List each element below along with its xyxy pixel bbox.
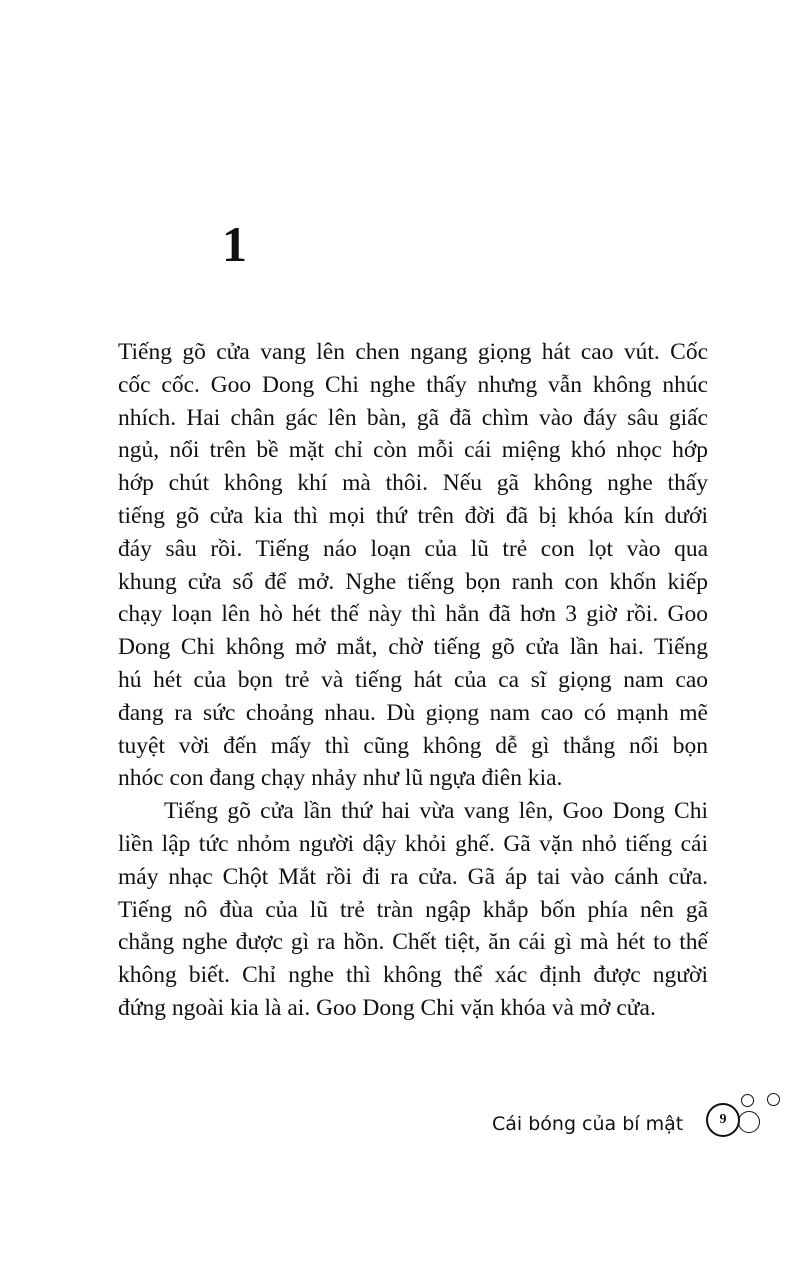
- running-footer-title: Cái bóng của bí mật: [492, 1113, 684, 1135]
- text-line: cốc cốc. Goo Dong Chi nghe thấy nhưng vẫn không nhúc: [118, 371, 708, 398]
- bubble-decoration-icon: [738, 1111, 760, 1133]
- text-line: Tiếng nô đùa của lũ trẻ tràn ngập khắp bốn phía nên gã: [118, 896, 708, 923]
- text-line: Tiếng gõ cửa lần thứ hai vừa vang lên, Goo Dong Chi: [164, 798, 708, 825]
- text-line: tuyệt vời đến mấy thì cũng không dễ gì thắng nổi bọn: [118, 732, 708, 759]
- body-text: [118, 336, 708, 1025]
- text-line: Dong Chi không mở mắt, chờ tiếng gõ cửa lần hai. Tiếng: [118, 634, 708, 661]
- text-line: đáy sâu rồi. Tiếng náo loạn của lũ trẻ con lọt vào qua: [118, 535, 708, 562]
- chapter-number: 1: [222, 216, 247, 272]
- text-line: chẳng nghe được gì ra hồn. Chết tiệt, ăn cái gì mà hét to thế: [118, 929, 708, 956]
- text-line: liền lập tức nhỏm người dậy khỏi ghế. Gã vặn nhỏ tiếng cái: [118, 830, 708, 857]
- text-line: chạy loạn lên hò hét thế này thì hẳn đã hơn 3 giờ rồi. Goo: [118, 601, 708, 628]
- text-line: đứng ngoài kia là ai. Goo Dong Chi vặn khóa và mở cửa.: [118, 994, 656, 1021]
- bubble-decoration-icon: [741, 1094, 754, 1107]
- text-line: nhóc con đang chạy nhảy như lũ ngựa điên kia.: [118, 765, 563, 792]
- text-line: nhích. Hai chân gác lên bàn, gã đã chìm vào đáy sâu giấc: [118, 404, 708, 431]
- text-line: hú hét của bọn trẻ và tiếng hát của ca sĩ giọng nam cao: [118, 666, 708, 693]
- page-number: 9: [706, 1103, 740, 1137]
- text-line: tiếng gõ cửa kia thì mọi thứ trên đời đã bị khóa kín dưới: [118, 502, 708, 529]
- text-line: đang ra sức choảng nhau. Dù giọng nam cao có mạnh mẽ: [118, 699, 708, 726]
- text-line: hớp chút không khí mà thôi. Nếu gã không nghe thấy: [118, 470, 708, 497]
- text-line: ngủ, nổi trên bề mặt chỉ còn mỗi cái miệng khó nhọc hớp: [118, 437, 708, 464]
- text-line: máy nhạc Chột Mắt rồi đi ra cửa. Gã áp tai vào cánh cửa.: [118, 863, 708, 890]
- text-line: không biết. Chỉ nghe thì không thể xác định được người: [118, 962, 708, 989]
- text-line: khung cửa sổ để mở. Nghe tiếng bọn ranh con khốn kiếp: [118, 568, 708, 595]
- bubble-decoration-icon: [767, 1093, 780, 1106]
- text-line: Tiếng gõ cửa vang lên chen ngang giọng hát cao vút. Cốc: [118, 339, 708, 365]
